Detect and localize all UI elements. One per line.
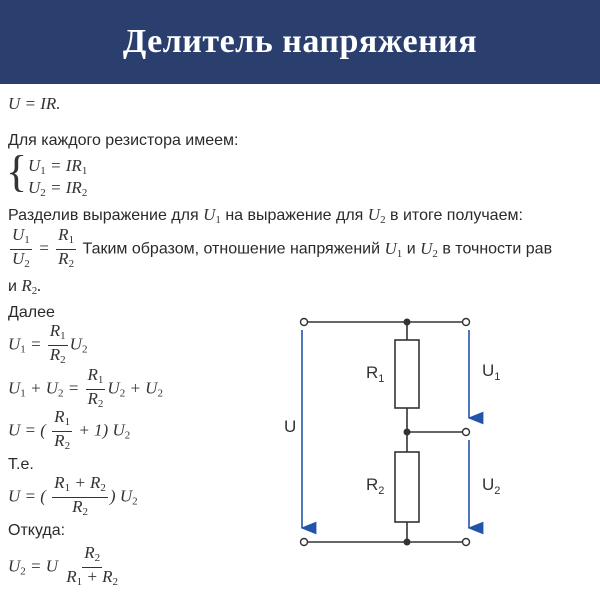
voltage-divider-circuit [270,300,500,560]
and-r2-text: и $R_2$. [8,276,42,297]
equation-1: $U_1$ = $\frac{R_1}{R_2}$ $U_2$ [8,321,88,366]
ratio-fraction-left: $\frac{U_1}{U_2}$ [12,225,30,270]
ratio-fraction-right: $\frac{R_1}{R_2}$ [58,225,75,270]
node-middle [404,429,411,436]
node-top [404,319,411,326]
page-title: Делитель напряжения [122,23,478,60]
system-brace: { [6,147,28,196]
label-u1: $U_1$ [482,361,500,383]
resistor-r2 [395,452,419,522]
equation-5: $U_2 = U$ $\frac{R_2}{R_1 + R_2}$ [8,543,119,588]
ratio-line: $\frac{U_1}{U_2}$ = $\frac{R_1}{R_2}$ Таким образом, отношение напряжений $U_1$ и $U_2$ в точности рав [8,226,552,273]
equation-3: U = ( $\frac{R_1}{R_2}$ + 1) $U_2$ [8,407,131,452]
terminal-top-left [301,319,308,326]
whence-label: Откуда: [8,522,66,539]
terminal-bottom-right [463,539,470,546]
terminal-middle-right [463,429,470,436]
terminal-top-right [463,319,470,326]
terminal-bottom-left [301,539,308,546]
te-label: Т.е. [8,456,34,473]
equation-2: $U_1 + U_2$ = $\frac{R_1}{R_2}$ $U_2 + U_2$ [8,365,163,410]
label-u2: $U_2$ [482,475,500,497]
system-line-1: $U_1 = IR_1$ [28,156,88,177]
label-r2: $R_2$ [366,475,385,497]
ohm-law-equation: U = IR. [8,94,61,113]
equation-4: U = ( $\frac{R_1 + R_2}{R_2}$ ) $U_2$ [8,473,138,518]
resistor-r1 [395,340,419,408]
intro-text: Для каждого резистора имеем: [8,132,239,149]
further-heading: Далее [8,304,55,321]
label-r1: $R_1$ [366,363,385,385]
title-banner [0,0,600,84]
node-bottom [404,539,411,546]
label-u: U [284,417,297,436]
divide-text: Разделив выражение для $U_1$ на выражение для $U_2$ в итоге получаем: [8,205,523,226]
system-line-2: $U_2 = IR_2$ [28,178,88,199]
